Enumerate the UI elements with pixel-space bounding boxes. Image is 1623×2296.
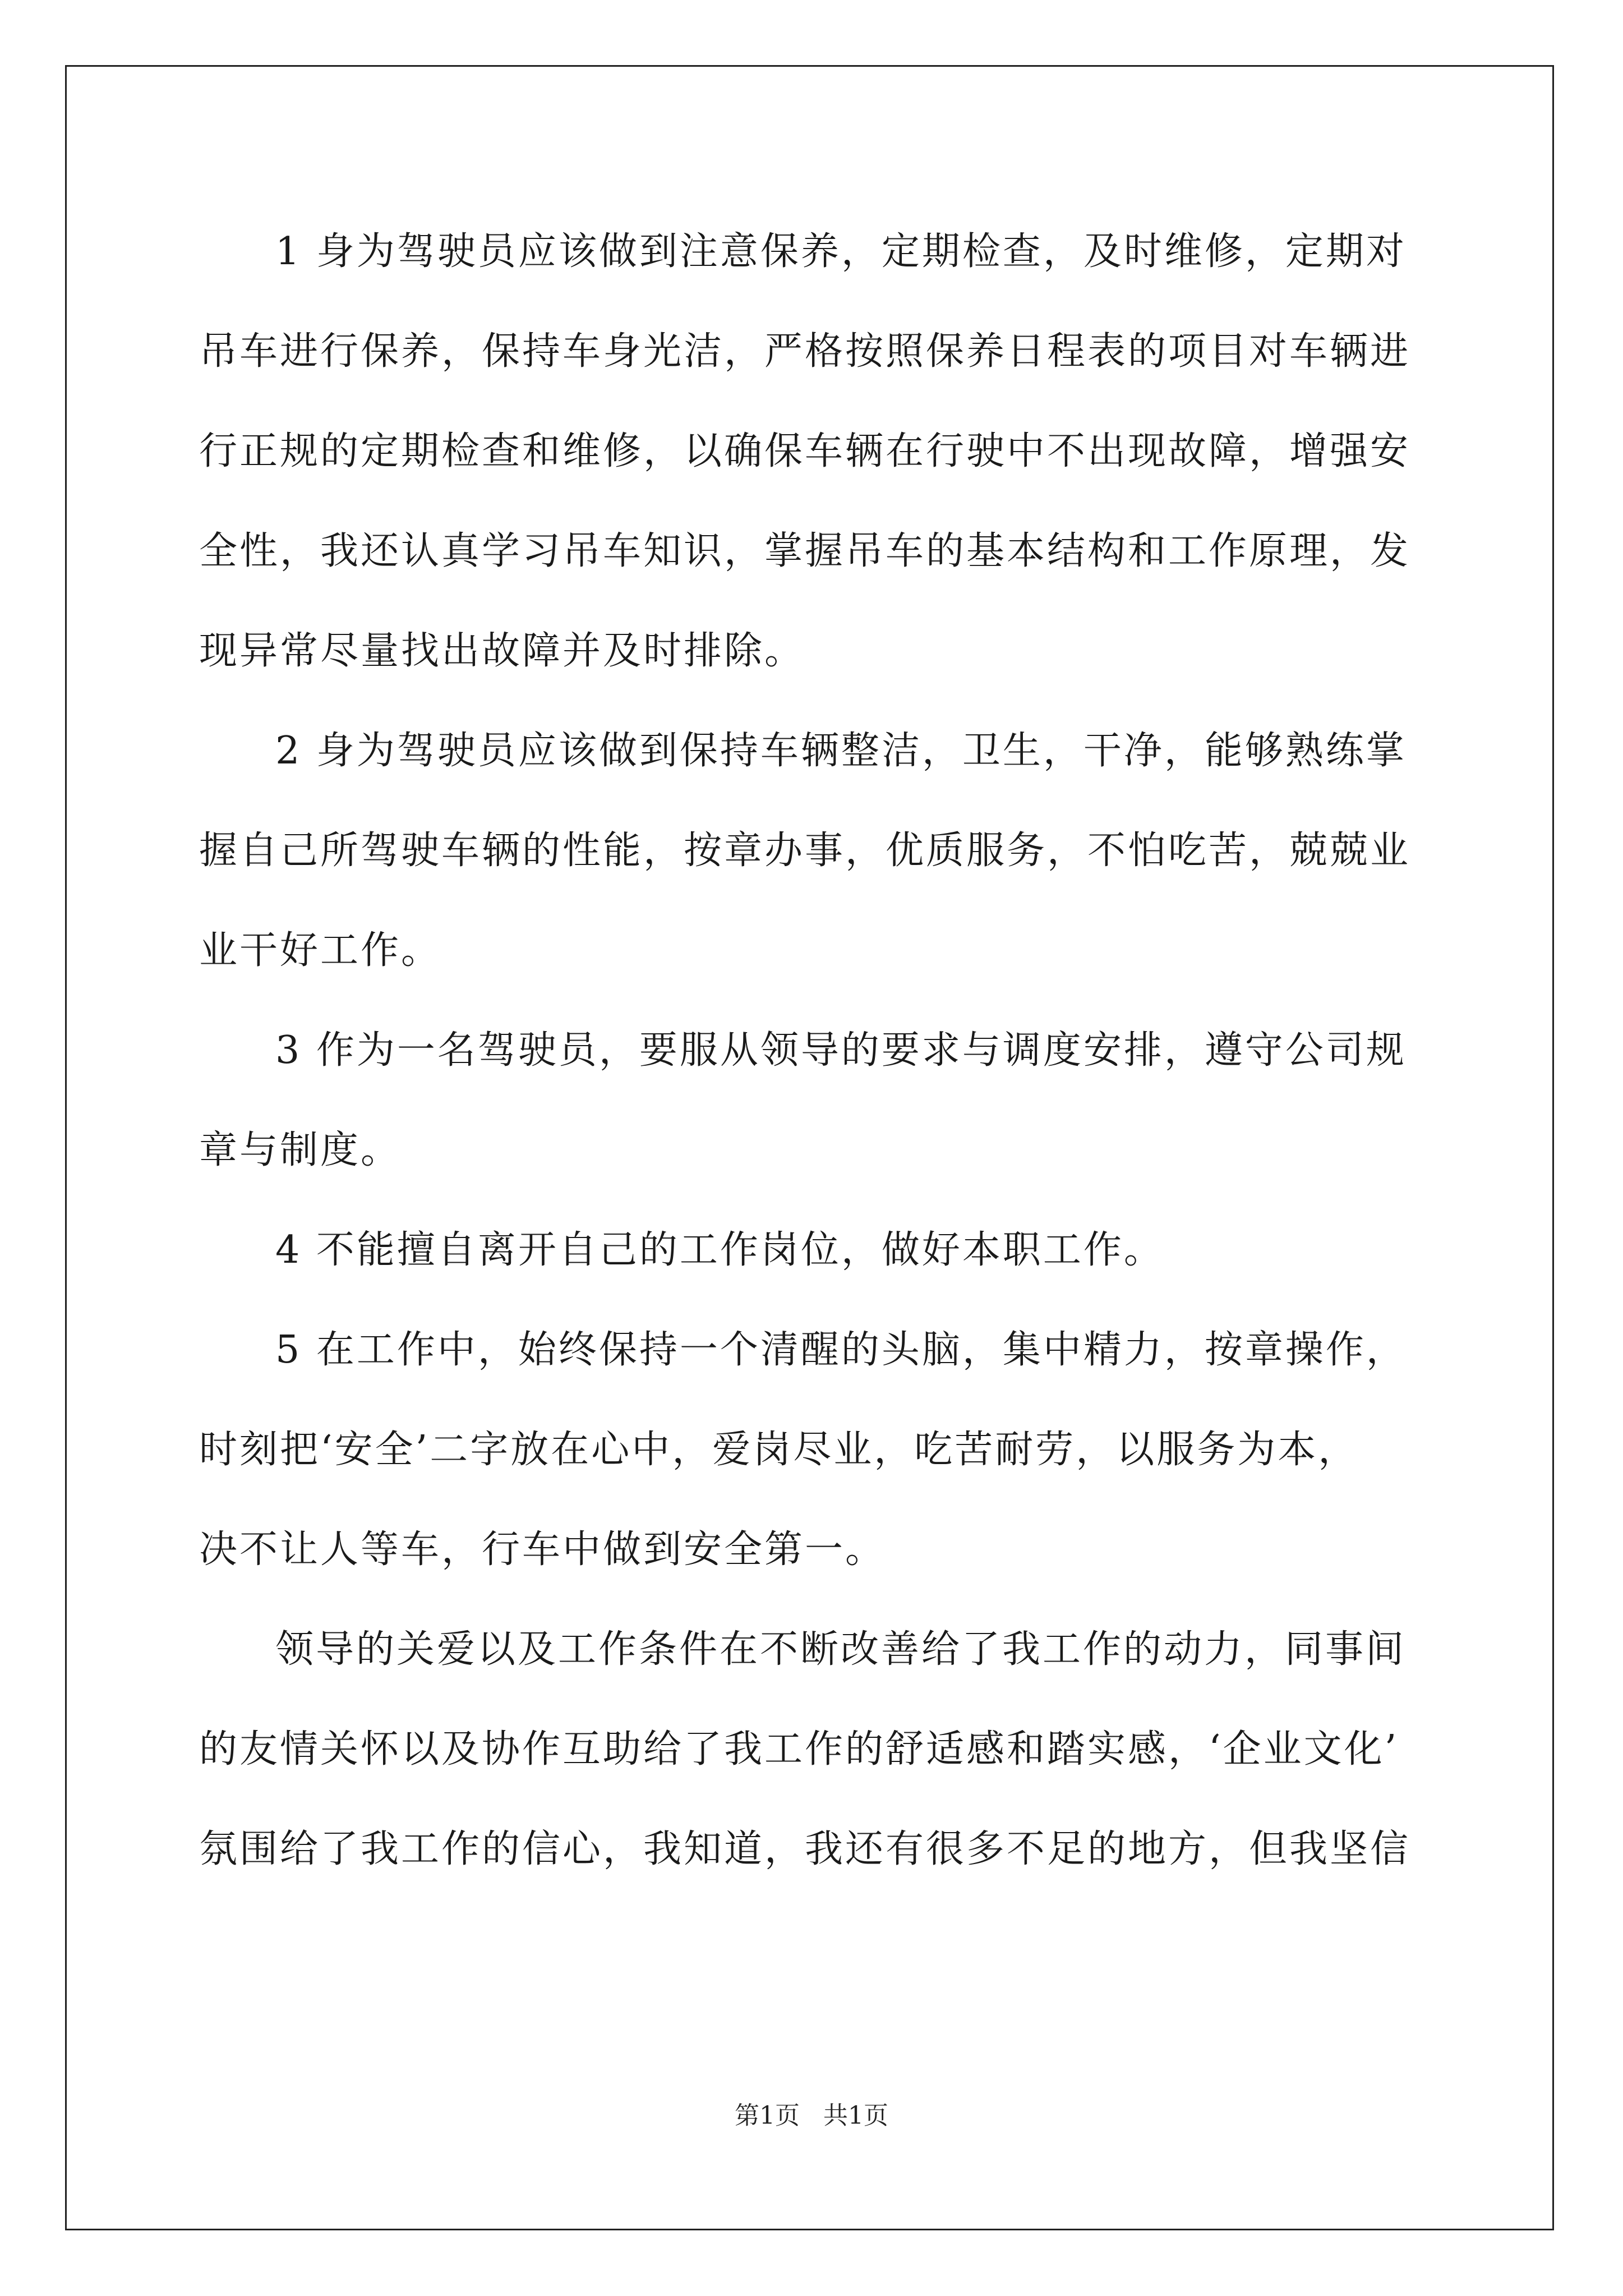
paragraph-4: 4 不能擅自离开自己的工作岗位，做好本职工作。 <box>275 1228 1164 1272</box>
paragraph-2: 2 身为驾驶员应该做到保持车辆整洁，卫生，干净，能够熟练掌 握自己所驾驶车辆的性能，按章办事，优质服务，不怕吃苦，兢兢业 业干好工作。 <box>199 729 1411 973</box>
document-body <box>199 202 1422 1899</box>
paragraph-3: 3 作为一名驾驶员，要服从领导的要求与调度安排，遵守公司规 章与制度。 <box>199 1028 1407 1172</box>
paragraph-1: 1 身为驾驶员应该做到注意保养，定期检查，及时维修，定期对 吊车进行保养，保持车身光洁，严格按照保养日程表的项目对车辆进 行正规的定期检查和维修，以确保车辆在行驶中不出现故障，增强安 全性，我还认真学习吊车知识，掌握吊车的基本结构和工作原理，发 现异常尽量找出故障并及时排除。 <box>199 229 1411 673</box>
page-footer <box>0 2095 1623 2131</box>
paragraph-5: 5 在工作中，始终保持一个清醒的头脑，集中精力，按章操作， 时刻把‘安全’二字放在心中，爱岗尽业，吃苦耐劳，以服务为本， 决不让人等车，行车中做到安全第一。 <box>199 1328 1407 1572</box>
page-total: 共1页 <box>823 2101 888 2130</box>
paragraph-6: 领导的关爱以及工作条件在不断改善给了我工作的动力，同事间 的友情关怀以及协作互助给了我工作的舒适感和踏实感，‘企业文化’ 氛围给了我工作的信心，我知道，我还有很多不足的地方，但我坚信 <box>199 1627 1411 1871</box>
page-number: 第1页 <box>735 2101 800 2130</box>
